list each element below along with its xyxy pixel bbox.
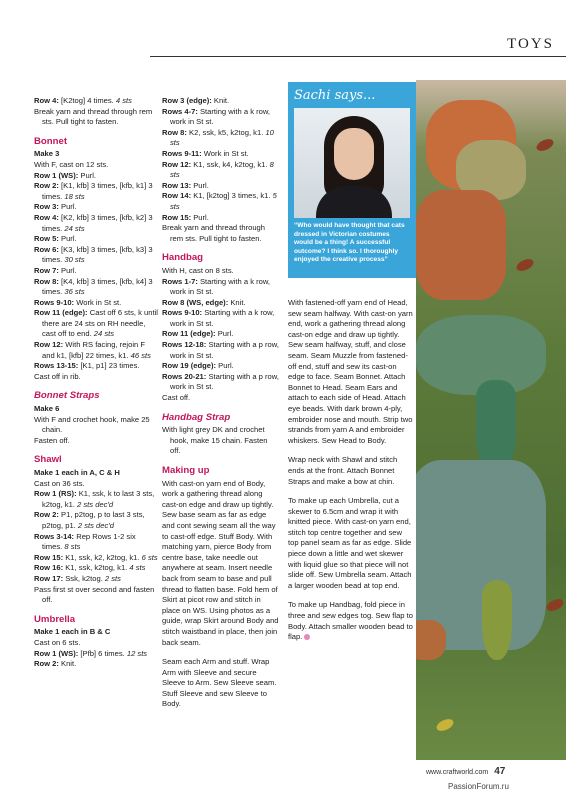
stitch-count: 2 sts dec'd <box>77 520 114 530</box>
pattern-line: Row 12: K1, ssk, k4, k2tog, k1. 8 sts <box>162 159 274 180</box>
page-number: 47 <box>494 766 506 777</box>
paragraph: To make up each Umbrella, cut a skewer to 6.5cm and wrap it with knitted piece. With cast-on yarn end, stitch top centre together and sew top panel seam as far as edge. Slide piece down a little and wet skewer with liquid glue so that piece will not slide off. Sew Umbrella seam. Attach a larger wooden bead at top end. <box>288 496 412 590</box>
pattern-line: Row 4: [K2, kfb] 3 times, [kfb, k2] 3 times. 24 sts <box>34 212 153 233</box>
row-label: Row 12: <box>162 159 192 169</box>
row-label: Rows 9-10: <box>34 297 75 307</box>
pattern-line: Rows 9-10: Starting with a k row, work in St st. <box>162 308 275 328</box>
row-label: Row 8: <box>162 127 187 137</box>
row-label: Row 11 (edge): <box>162 329 216 339</box>
stitch-count: 5 sts <box>170 191 277 211</box>
row-label: Rows 3-14: <box>34 531 75 541</box>
section-heading: Shawl <box>34 454 62 466</box>
row-label: Row 12: <box>34 340 64 350</box>
pattern-line: Row 8: K2, ssk, k5, k2tog, k1. 10 sts <box>162 127 274 148</box>
row-label: Row 2: <box>34 659 59 669</box>
stitch-count: 30 sts <box>64 255 85 265</box>
row-label: Row 17: <box>34 573 64 583</box>
stitch-count: 36 sts <box>64 287 85 297</box>
pattern-line <box>34 627 158 638</box>
row-label: Row 8 (WS, edge): <box>162 297 229 307</box>
row-label: Make 1 each in B & C <box>34 627 111 637</box>
footer-url: www.craftworld.com <box>426 769 489 776</box>
stitch-count: 18 sts <box>64 191 85 201</box>
pattern-line: Row 8 (WS, edge): Knit. <box>162 297 246 307</box>
leaf-4 <box>435 717 456 734</box>
row-label: Rows 20-21: <box>162 371 207 381</box>
end-mark-icon <box>304 634 310 640</box>
paragraph: With cast-on yarn end of Body, work a gathering thread along cast-on edge and draw up tightly. Sew base seam as far as edge and cont sewing seam all the way to cast-off edge. Stuff Body. With matching yarn, pierce Body from centre base, take needle out anywhere at seam. Insert needle back from seam to base and pull thread to flatten base. Fold hem of Skirt at picot row and stitch in place on WS. Using photos as a guide, wrap Skirt around Body and stitch waistband in place, then join back seam. <box>162 478 279 647</box>
row-label: Row 15: <box>162 212 192 222</box>
knitted-cat-photo <box>416 80 566 760</box>
row-label: Row 14: <box>162 191 192 201</box>
pattern-line <box>34 404 158 415</box>
pattern-line: Row 3 (edge): Knit. <box>162 96 230 105</box>
section-heading: Bonnet <box>34 135 68 147</box>
pattern-line: Rows 9-10: Work in St st. <box>34 297 122 307</box>
pattern-line: Row 8: [K4, kfb] 3 times, [kfb, k4] 3 times. 36 sts <box>34 276 153 297</box>
row-label: Row 2: <box>34 510 59 520</box>
stitch-count: 4 sts <box>129 563 146 573</box>
pattern-line: Row 6: [K3, kfb] 3 times, [kfb, k3] 3 times. 30 sts <box>34 244 153 265</box>
stitch-count: 12 sts <box>126 648 148 658</box>
row-label: Rows 13-15: <box>34 361 79 371</box>
pattern-line: Row 19 (edge): Purl. <box>162 361 234 371</box>
pattern-line: Cast off. <box>162 393 191 403</box>
pattern-line: Row 1 (WS): [Pfb] 6 times. 12 sts <box>34 648 148 658</box>
header-rule <box>150 56 566 57</box>
row-label: Row 1 (RS): <box>34 489 77 499</box>
section-heading: Bonnet Straps <box>34 390 100 402</box>
row-label: Row 6: <box>34 244 59 254</box>
pattern-line: Rows 1-7: Starting with a k row, work in St st. <box>162 276 271 297</box>
pattern-line: Row 12: With RS facing, rejoin F and k1, [kfb] 22 times, k1. 46 sts <box>34 340 151 360</box>
stitch-count: 2 sts <box>104 573 121 583</box>
row-label: Rows 9-11: <box>162 148 202 158</box>
pattern-line: Break yarn and thread through rem sts. Pull tight to fasten. <box>162 223 266 243</box>
designer-face <box>334 128 374 180</box>
row-label: Row 2: <box>34 181 59 191</box>
leaf-1 <box>535 137 556 154</box>
pattern-line: Row 5: Purl. <box>34 234 77 244</box>
column-3 <box>288 298 414 652</box>
row-label: Row 19 (edge): <box>162 361 217 371</box>
row-label: Row 7: <box>34 265 59 275</box>
row-label: Rows 9-10: <box>162 308 203 318</box>
page-footer <box>426 766 505 777</box>
row-label: Make 3 <box>34 149 60 159</box>
section-title: TOYS <box>507 36 554 52</box>
stitch-count: 4 sts <box>115 96 132 105</box>
pattern-line: Row 2: Knit. <box>34 659 77 669</box>
pattern-line: Rows 20-21: Starting with a p row, work in St st. <box>162 371 279 392</box>
pattern-line: Row 16: K1, ssk, k2tog, k1. 4 sts <box>34 563 146 573</box>
row-label: Row 4: <box>34 212 59 222</box>
pattern-line: Row 7: Purl. <box>34 265 77 275</box>
pattern-line: Row 2: [K1, kfb] 3 times, [kfb, k1] 3 times. 18 sts <box>34 181 153 201</box>
row-label: Row 3 (edge): <box>162 96 212 105</box>
pattern-line: Row 15: Purl. <box>162 212 209 222</box>
row-label: Rows 4-7: <box>162 106 198 116</box>
row-label: Rows 1-7: <box>162 276 198 286</box>
pattern-line: With F and crochet hook, make 25 chain. <box>34 414 150 435</box>
pattern-line: Cast off in rib. <box>34 371 81 381</box>
pattern-line: Row 3: Purl. <box>34 202 77 212</box>
row-label: Row 4: <box>34 96 59 105</box>
stitch-count: 24 sts <box>64 223 85 233</box>
pattern-line: Cast on 36 sts. <box>34 478 85 488</box>
stitch-count: 46 sts <box>130 350 151 360</box>
section-heading: Umbrella <box>34 613 76 625</box>
stitch-count: 8 sts <box>170 159 274 180</box>
designer-quote-text: “Who would have thought that cats dressed in Victorian costumes would be a thing! A successful outcome? I think so. I thoroughly enjoyed the creative process” <box>294 222 405 264</box>
paragraph: Wrap neck with Shawl and stitch ends at the front. Attach Bonnet Straps and make a bow at chin. <box>288 455 398 486</box>
row-label: Rows 12-18: <box>162 340 207 350</box>
section-heading: Handbag <box>162 252 204 264</box>
pattern-line: Cast on 6 sts. <box>34 637 81 647</box>
pattern-line: Rows 4-7: Starting with a k row, work in St st. <box>162 106 271 127</box>
pattern-line: Row 11 (edge): Purl. <box>162 329 234 339</box>
row-label: Row 3: <box>34 202 59 212</box>
pattern-line: Rows 13-15: [K1, p1] 23 times. <box>34 361 140 371</box>
leaf-2 <box>515 257 536 274</box>
pattern-line <box>34 149 158 160</box>
row-label: Row 15: <box>34 552 64 562</box>
designer-quote-title: Sachi says... <box>294 88 376 103</box>
paragraph: To make up Handbag, fold piece in three and sew edges tog. Sew flap to Body. Attach smaller wooden bead to flap. <box>288 600 413 642</box>
pattern-line: With F, cast on 12 sts. <box>34 159 109 169</box>
watermark: PassionForum.ru <box>448 782 509 791</box>
designer-quote-box <box>288 82 416 278</box>
stitch-count: 8 sts <box>64 542 81 552</box>
row-label: Row 11 (edge): <box>34 308 88 318</box>
pattern-line: Row 4: [K2tog] 4 times. 4 sts <box>34 96 132 105</box>
row-label: Row 8: <box>34 276 59 286</box>
pattern-line: Pass first st over second and fasten off. <box>34 584 155 605</box>
knitted-umbrella-2 <box>482 580 512 660</box>
pattern-line: Rows 12-18: Starting with a p row, work in St st. <box>162 340 279 360</box>
stitch-count: 2 sts dec'd <box>77 499 114 509</box>
section-heading: Handbag Strap <box>162 411 231 423</box>
column-1 <box>34 96 158 670</box>
pattern-line: Row 14: K1, [k2tog] 3 times, k1. 5 sts <box>162 191 277 211</box>
pattern-line: Row 17: Ssk, k2tog. 2 sts <box>34 573 121 583</box>
pattern-line <box>34 468 158 479</box>
pattern-line: Row 1 (WS): Purl. <box>34 170 97 180</box>
leaf-3 <box>545 597 566 614</box>
row-label: Row 1 (WS): <box>34 648 79 658</box>
pattern-line: Row 1 (RS): K1, ssk, k to last 3 sts, k2tog, k1. 2 sts dec'd <box>34 489 155 509</box>
pattern-line: With light grey DK and crochet hook, make 15 chain. Fasten off. <box>162 425 268 456</box>
page-header <box>150 0 566 60</box>
row-label: Make 6 <box>34 404 60 414</box>
pattern-line: Row 15: K1, ssk, k2, k2tog, k1. 6 sts <box>34 552 158 562</box>
pattern-line: Break yarn and thread through rem sts. Pull tight to fasten. <box>34 106 153 127</box>
pattern-line: Row 13: Purl. <box>162 180 209 190</box>
paragraph: Seam each Arm and stuff. Wrap Arm with Sleeve and secure Sleeve to Arm. Sew Sleeve seam. Stuff Sleeve and sew Sleeve to Body. <box>162 657 277 709</box>
row-label: Row 5: <box>34 234 59 244</box>
row-label: Make 1 each in A, C & H <box>34 468 120 477</box>
pattern-line: Fasten off. <box>34 435 70 445</box>
row-label: Row 16: <box>34 563 64 573</box>
pattern-line: Rows 3-14: Rep Rows 1-2 six times. 8 sts <box>34 531 136 552</box>
row-label: Row 13: <box>162 180 192 190</box>
stitch-count: 10 sts <box>170 127 274 148</box>
stitch-count: 24 sts <box>93 329 115 339</box>
designer-photo <box>294 108 410 218</box>
row-label: Row 1 (WS): <box>34 170 79 180</box>
column-2 <box>162 96 280 719</box>
pattern-line: Rows 9-11: Work in St st. <box>162 148 249 158</box>
pattern-line: With H, cast on 8 sts. <box>162 265 234 275</box>
knitted-handbag <box>416 620 446 660</box>
stitch-count: 6 sts <box>141 552 158 562</box>
knitted-body-top <box>416 190 506 300</box>
pattern-line: Row 2: P1, p2tog, p to last 3 sts, p2tog, p1. 2 sts dec'd <box>34 510 145 530</box>
section-heading: Making up <box>162 465 210 476</box>
pattern-line: Row 11 (edge): Cast off 6 sts, k until there are 24 sts on RH needle, cast off to end. 24 sts <box>34 308 158 339</box>
paragraph: With fastened-off yarn end of Head, sew seam halfway. With cast-on yarn end, work a gathering thread along cast-on edge and draw up tightly. Sew seam halfway, stuff, and close seam. Seam Muzzle from fastened-off end, stuff and sew its cast-on edge to face. Seam Bonnet. Attach Bonnet to Head. Seam Ears and attach to each side of Head. Attach eye beads. With dark brown 4-ply, embroider nose and mouth. Strip two strands from yarn A and embroider whiskers. Sew Head to Body. <box>288 298 413 445</box>
